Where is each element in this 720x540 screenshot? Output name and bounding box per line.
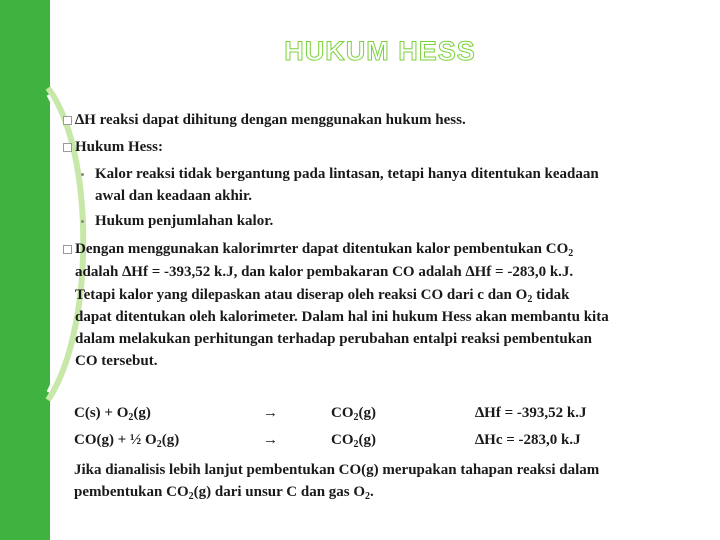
sub-bullet-dot-icon [81, 173, 84, 176]
reaction-reactants: CO(g) + ½ $O_2(g)$ [74, 432, 180, 450]
bullet-box-icon [63, 143, 72, 152]
conclusion-line: Jika dianalisis lebih lanjut pembentukan CO(g) merupakan tahapan reaksi dalam [74, 462, 600, 478]
sub-bullet-dot-icon [81, 220, 84, 223]
conclusion-line: pembentukan $CO_2(g)$ dari unsur C dan gas $O_2$. [74, 484, 374, 502]
reaction-enthalpy: ∆Hf = -393,52 k.J [475, 405, 587, 421]
reaction-products: $CO_2(g)$ [331, 432, 376, 450]
reaction-arrow-icon: → [263, 432, 278, 448]
paragraph-line: Tetapi kalor yang dilepaskan atau diserap oleh reaksi CO dari c dan $O_2$ tidak [75, 287, 570, 305]
bullet-box-icon [63, 116, 72, 125]
reaction-arrow-icon: → [263, 405, 278, 421]
paragraph-line: Dengan menggunakan kalorimrter dapat ditentukan kalor pembentukan $CO_2$ [75, 241, 574, 259]
sub-bullet-text: Hukum penjumlahan kalor. [95, 213, 274, 229]
paragraph-line: CO tersebut. [75, 353, 158, 369]
paragraph-line: dapat ditentukan oleh kalorimeter. Dalam hal ini hukum Hess akan membantu kita [75, 309, 609, 325]
paragraph-line: adalah ∆Hf = -393,52 k.J, dan kalor pembakaran CO adalah ∆Hf = -283,0 k.J. [75, 264, 574, 280]
reaction-reactants: $C(s) + O_2(g)$ [74, 405, 151, 423]
paragraph-line: dalam melakukan perhitungan terhadap perubahan entalpi reaksi pembentukan [75, 331, 592, 347]
bullet-text: Hukum Hess: [75, 139, 163, 155]
sub-bullet-text-cont: awal dan keadaan akhir. [95, 188, 253, 204]
reaction-enthalpy: ∆Hc = -283,0 k.J [475, 432, 581, 448]
bullet-box-icon [63, 245, 72, 254]
sub-bullet-text: Kalor reaksi tidak bergantung pada lintasan, tetapi hanya ditentukan keadaan [95, 166, 599, 182]
reaction-products: $CO_2(g)$ [331, 405, 376, 423]
slide-title: HUKUM HESS [284, 36, 476, 66]
bullet-text: ∆H reaksi dapat dihitung dengan menggunakan hukum hess. [75, 112, 466, 128]
